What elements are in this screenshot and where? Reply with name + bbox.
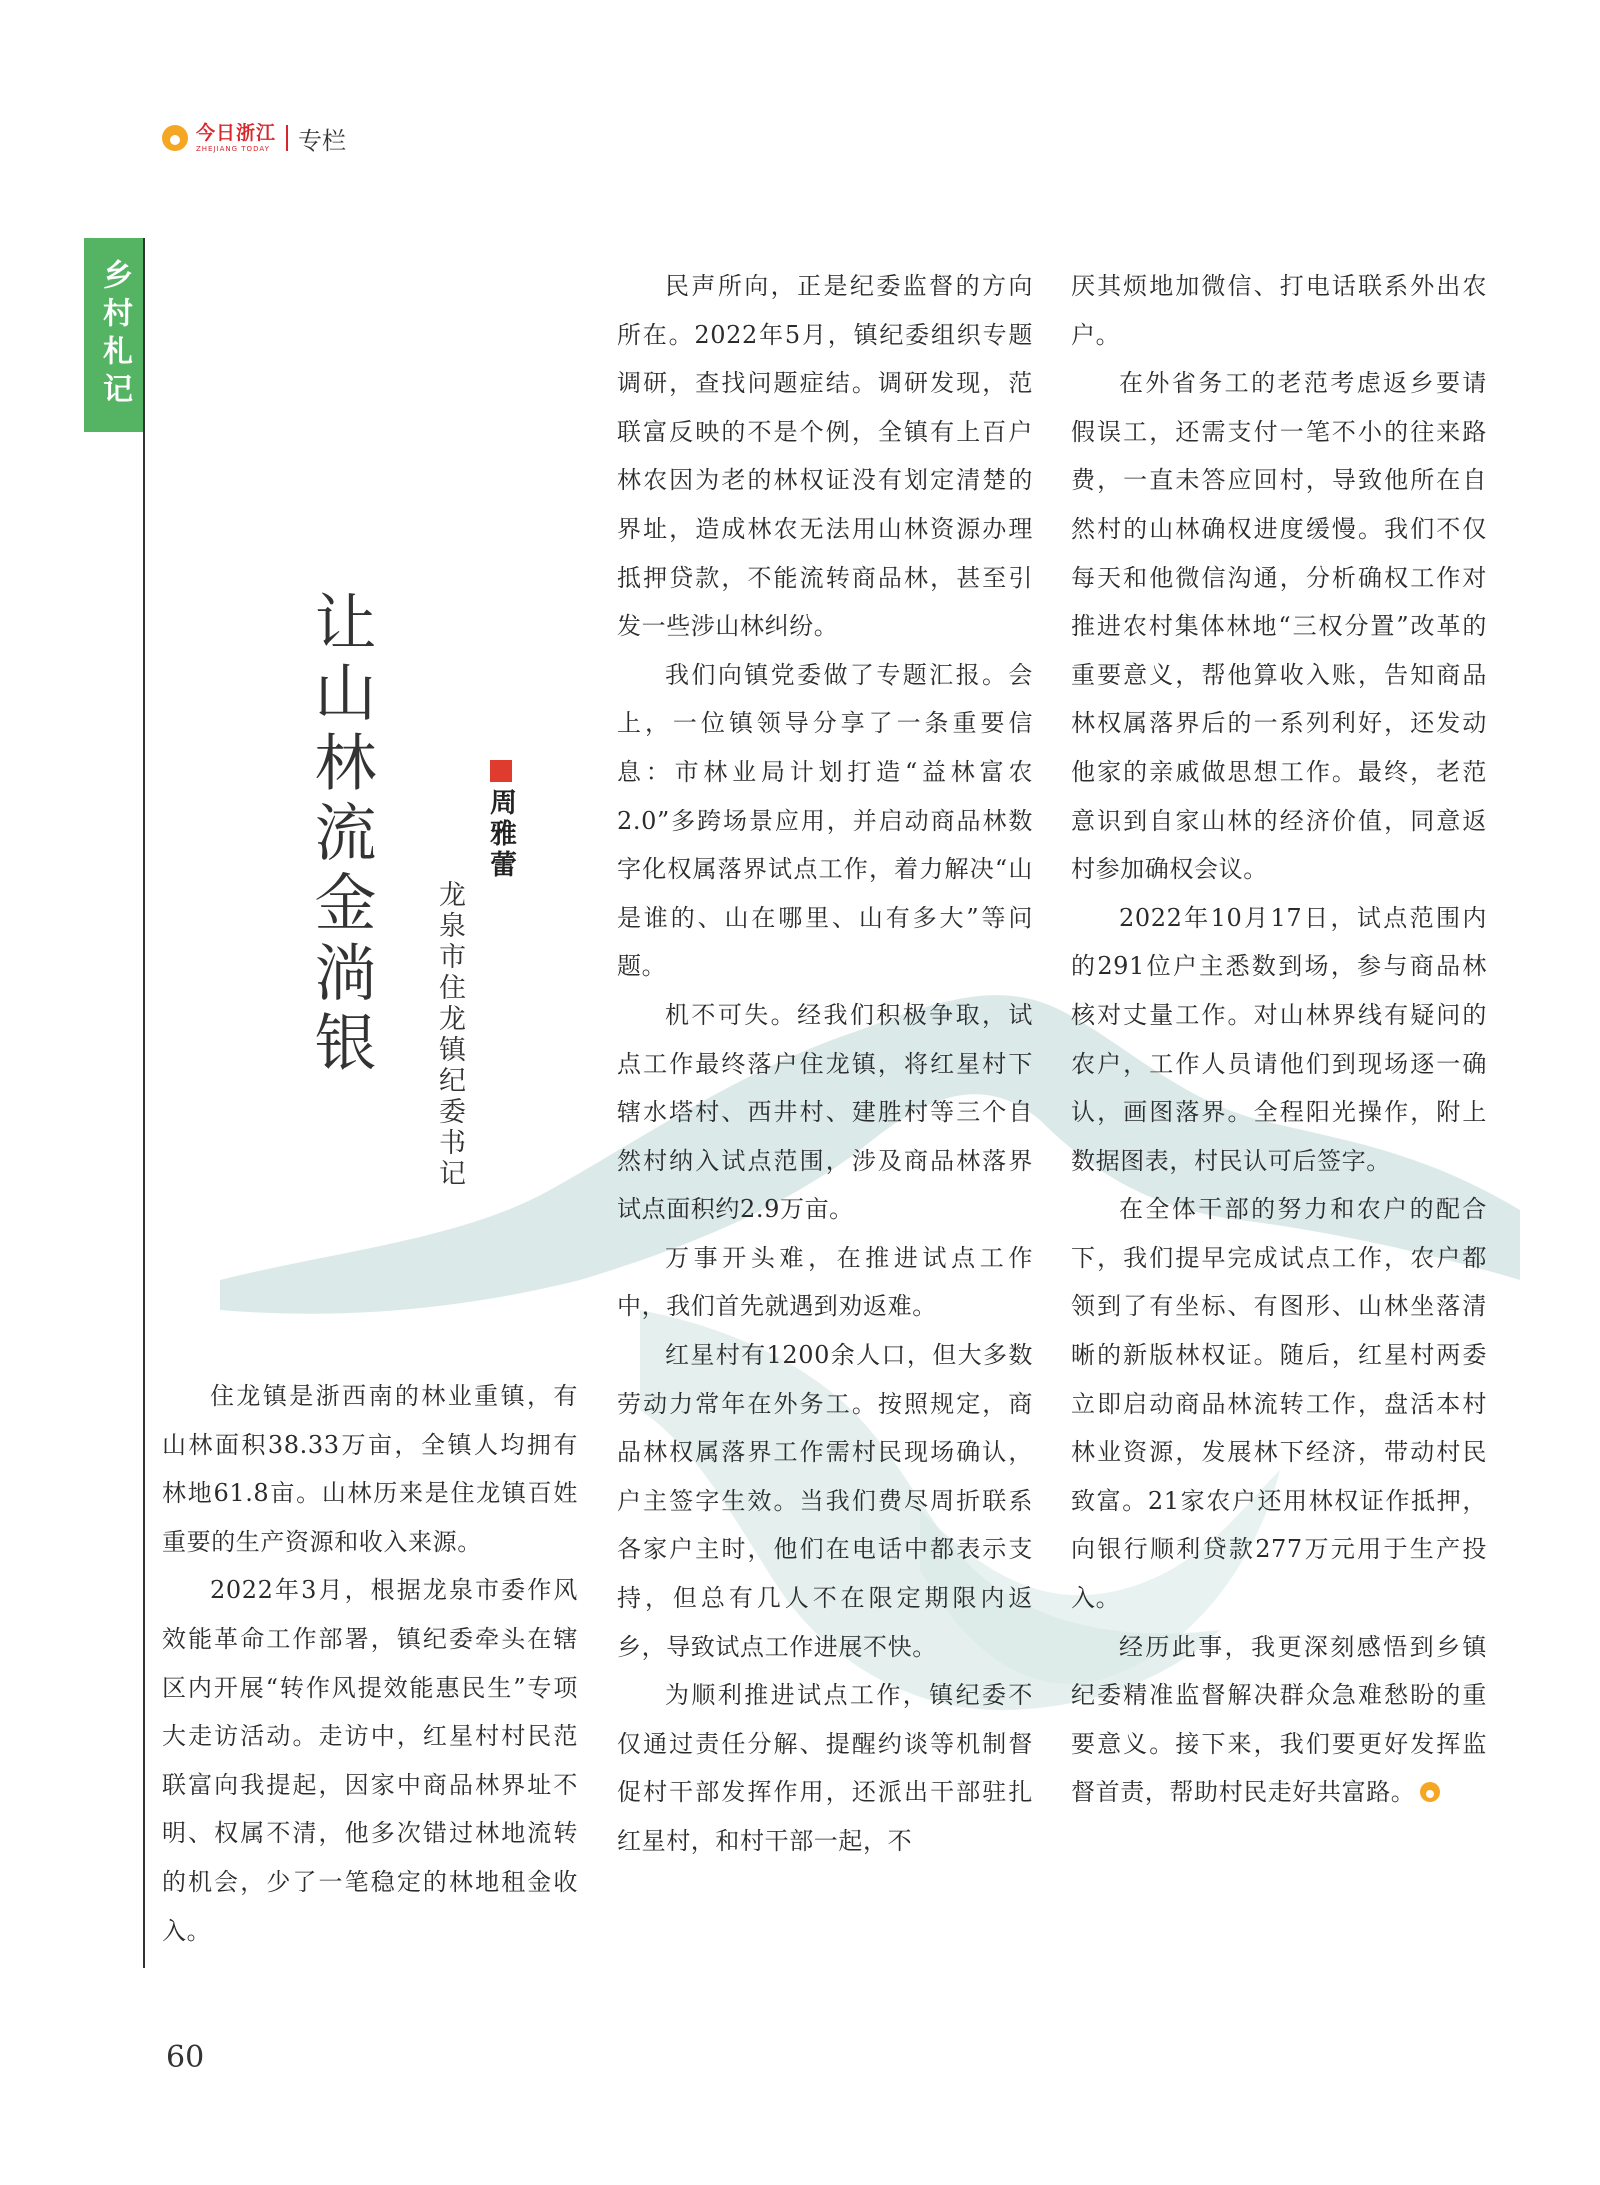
section-label: 专栏 — [298, 126, 347, 155]
paragraph: 万事开头难，在推进试点工作中，我们首先就遇到劝返难。 — [617, 1243, 1033, 1321]
paragraph: 机不可失。经我们积极争取，试点工作最终落户住龙镇，将红星村下辖水塔村、西井村、建胜村等三个自然村纳入试点范围，涉及商品林落界试点面积约2.9万亩。 — [617, 1000, 1033, 1224]
paragraph: 在外省务工的老范考虑返乡要请假误工，还需支付一笔不小的往来路费，一直未答应回村，导致他所在自然村的山林确权进度缓慢。我们不仅每天和他微信沟通，分析确权工作对推进农村集体林地“三权分置”改革的重要意义，帮他算收入账，告知商品林权属落界后的一系列利好，还发动他家的亲戚做思想工作。最终，老范意识到自家山林的经济价值，同意返村参加确权会议。 — [1071, 369, 1487, 884]
column-tab — [84, 238, 144, 432]
column-tab-label: 乡村札记 — [97, 259, 132, 411]
author-marker — [490, 760, 512, 782]
author-role: 龙泉市住龙镇纪委书记 — [434, 880, 465, 1190]
paragraph: 住龙镇是浙西南的林业重镇，有山林面积38.33万亩，全镇人均拥有林地61.8亩。山林历来是住龙镇百姓重要的生产资源和收入来源。 — [162, 1382, 578, 1556]
paragraph: 在全体干部的努力和农户的配合下，我们提早完成试点工作，农户都领到了有坐标、有图形、山林坐落清晰的新版林权证。随后，红星村两委立即启动商品林流转工作，盘活本村林业资源，发展林下经济，带动村民致富。21家农户还用林权证作抵押，向银行顺利贷款277万元用于生产投入。 — [1071, 1195, 1487, 1613]
paragraph-last — [1071, 1623, 1487, 1817]
paragraph-last-text: 经历此事，我更深刻感悟到乡镇纪委精准监督解决群众急难愁盼的重要意义。接下来，我们要更好发挥监督首责，帮助村民走好共富路。 — [1071, 1632, 1487, 1807]
author-block — [481, 760, 520, 1190]
text-column-3 — [1071, 262, 1487, 1817]
text-column-2 — [617, 262, 1033, 1866]
logo-sun-icon — [160, 123, 190, 153]
paragraph: 2022年3月，根据龙泉市委作风效能革命工作部署，镇纪委牵头在辖区内开展“转作风提效能惠民生”专项大走访活动。走访中，红星村村民范联富向我提起，因家中商品林界址不明、权属不清，他多次错过林地流转的机会，少了一笔稳定的林地租金收入。 — [162, 1576, 578, 1945]
side-vertical-rule — [143, 238, 145, 1968]
paragraph: 为顺利推进试点工作，镇纪委不仅通过责任分解、提醒约谈等机制督促村干部发挥作用，还派出干部驻扎红星村，和村干部一起，不 — [617, 1681, 1033, 1855]
text-column-1 — [162, 1372, 578, 1955]
header-separator — [286, 125, 288, 151]
paragraph: 2022年10月17日，试点范围内的291位户主悉数到场，参与商品林核对丈量工作。对山林界线有疑问的农户，工作人员请他们到现场逐一确认，画图落界。全程阳光操作，附上数据图表，村民认可后签字。 — [1071, 903, 1487, 1175]
paragraph: 红星村有1200余人口，但大多数劳动力常年在外务工。按照规定，商品林权属落界工作需村民现场确认，户主签字生效。当我们费尽周折联系各家户主时，他们在电话中都表示支持，但总有几人不在限定期限内返乡，导致试点工作进展不快。 — [617, 1341, 1033, 1661]
author-name: 周雅蕾 — [485, 788, 516, 881]
byline — [430, 760, 520, 1190]
page-number: 60 — [166, 2040, 205, 2075]
logo-wordmark — [196, 121, 277, 153]
logo-cn: 今日浙江 — [196, 121, 277, 144]
paragraph: 民声所向，正是纪委监督的方向所在。2022年5月，镇纪委组织专题调研，查找问题症结。调研发现，范联富反映的不是个例，全镇有上百户林农因为老的林权证没有划定清楚的界址，造成林农无法用山林资源办理抵押贷款，不能流转商品林，甚至引发一些涉山林纠纷。 — [617, 272, 1033, 641]
paragraph: 我们向镇党委做了专题汇报。会上，一位镇领导分享了一条重要信息：市林业局计划打造“益林富农2.0”多跨场景应用，并启动商品林数字化权属落界试点工作，着力解决“山是谁的、山在哪里、山有多大”等问题。 — [617, 660, 1033, 981]
article-title: 让山林流金淌银 — [304, 590, 377, 1080]
logo-en: ZHEJIANG TODAY — [196, 144, 270, 153]
end-mark-icon — [1419, 1781, 1441, 1803]
paragraph-continued: 厌其烦地加微信、打电话联系外出农户。 — [1071, 272, 1487, 349]
page-header — [160, 118, 346, 158]
